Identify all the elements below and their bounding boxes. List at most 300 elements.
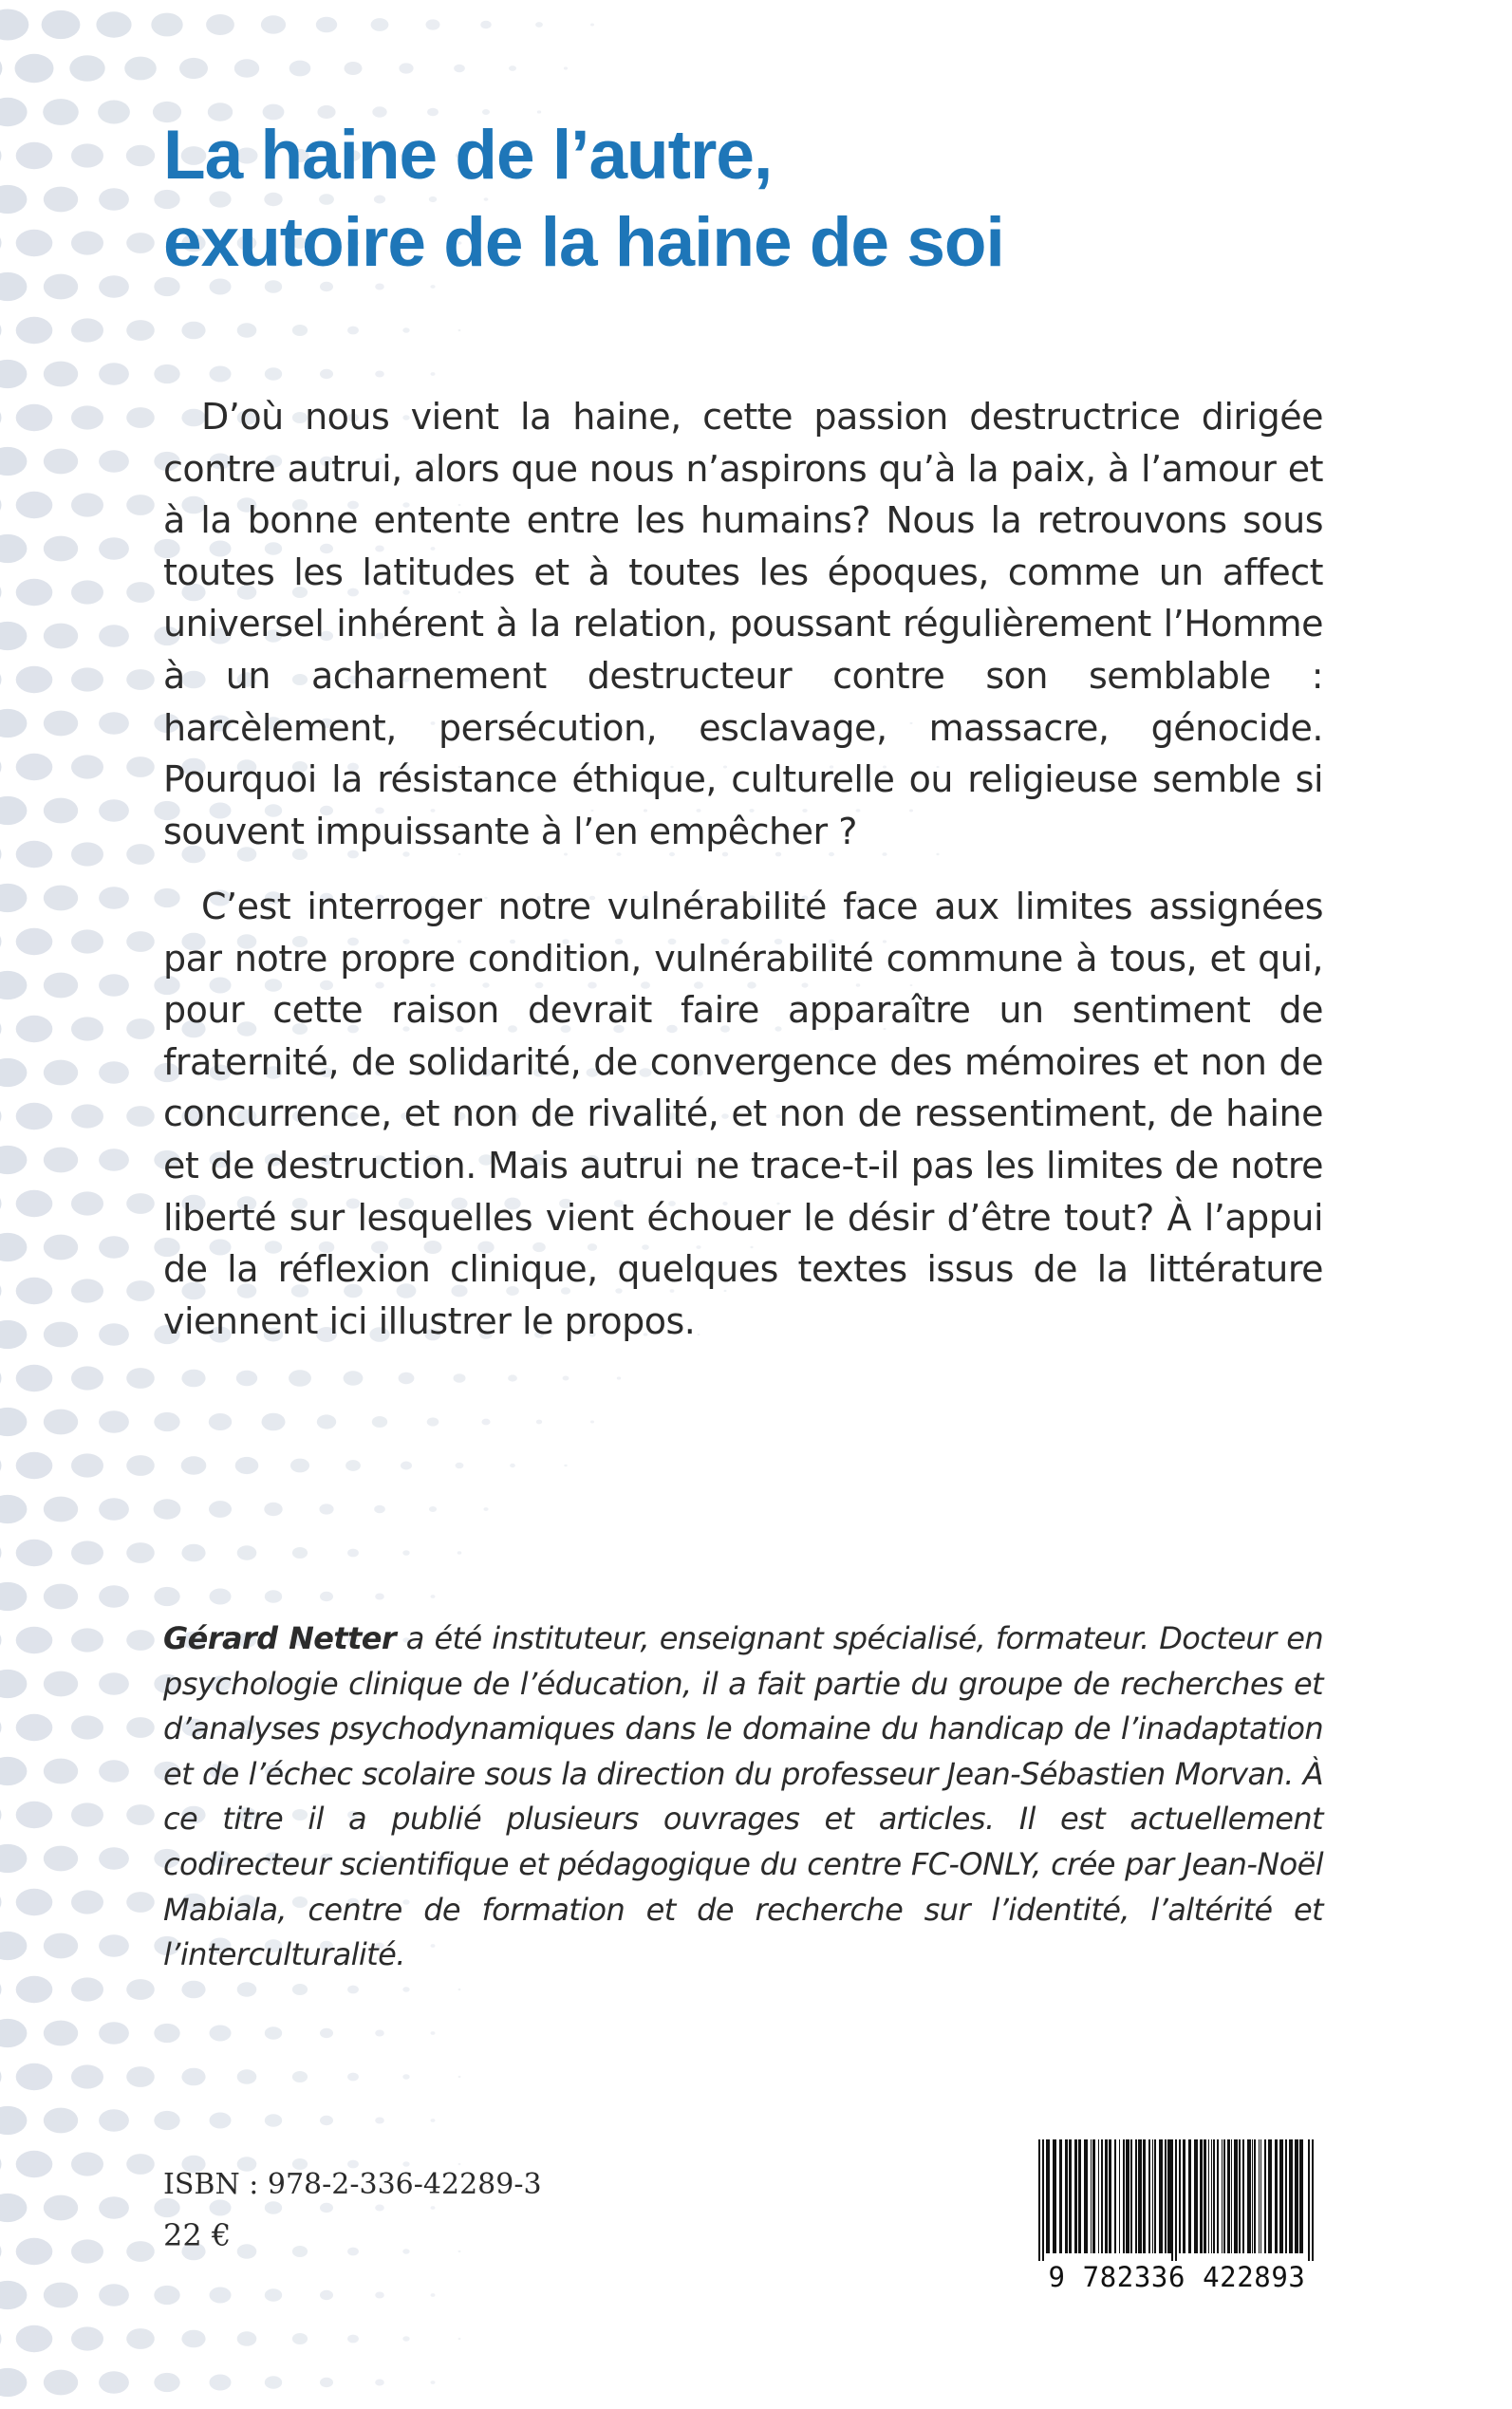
author-bio-text: a été instituteur, enseignant spécialisé, formateur. Docteur en psychologie clinique de l’éducation, il a fait partie du groupe de recherches et d’analyses psychodynamiques dans le domaine du handicap de l’inadaptation et de l’échec scolaire sous la direction du professeur Jean-Sébastien Morvan. À ce titre il a publié plusieurs ouvrages et articles. Il est actuellement codirecteur scientifique et pédagogique du centre FC-ONLY, crée par Jean-Noël Mabiala, centre de formation et de recherche sur l’identité, l’altérité et l’interculturalité. [163,1620,1323,1973]
background-dot [71,1017,103,1040]
barcode-bar [1299,2139,1303,2253]
barcode-bar [1167,2139,1171,2253]
background-dot [99,1410,129,1433]
background-dot [265,2376,282,2389]
background-dot [126,145,155,166]
background-dot [375,2380,384,2386]
barcode-bar [1285,2139,1287,2253]
background-dot [15,54,54,83]
barcode-guard-bar [1042,2139,1044,2261]
barcode-bar [1223,2139,1225,2253]
background-dot [16,142,53,169]
background-dot [44,886,78,911]
background-dot [210,2200,232,2216]
background-dot [71,1279,103,1302]
background-dot [16,1714,53,1741]
barcode-bar [1260,2139,1261,2253]
background-dot [0,1058,27,1087]
background-dot [154,1587,179,1606]
background-dot [431,2206,436,2210]
background-dot [126,1280,155,1301]
barcode-guard-bar [1038,2139,1040,2261]
background-dot [126,1804,155,1825]
background-dot [0,622,27,650]
background-dot [375,2205,384,2212]
background-dot [126,2241,155,2262]
background-dot [210,2026,232,2042]
background-dot [126,2328,155,2349]
background-dot [44,1759,78,1784]
background-dot [126,1368,155,1389]
background-dot [0,2324,2,2354]
background-dot [590,24,594,27]
background-dot [99,363,129,385]
background-dot [71,1191,103,1215]
background-dot [0,1450,2,1481]
background-dot [0,1014,2,1044]
background-dot [16,492,53,518]
background-dot [16,2064,53,2090]
barcode-bars [1038,2139,1316,2261]
background-dot [181,2068,205,2086]
barcode-bar [1074,2139,1077,2253]
background-dot [16,579,53,606]
background-dot [458,2338,461,2340]
background-dot [458,2250,461,2252]
background-dot [375,2030,384,2037]
barcode-bar [1268,2139,1272,2253]
background-dot [0,1887,2,1917]
background-dot [126,320,155,341]
background-dot [0,140,2,171]
background-dot [431,2293,436,2297]
background-dot [483,1507,488,1511]
background-dot [71,755,103,778]
background-dot [210,2113,232,2129]
background-dot [69,55,104,82]
background-dot [290,1459,309,1473]
barcode-bar [1194,2139,1198,2253]
background-dot [126,756,155,777]
background-dot [99,1236,129,1259]
background-dot [71,929,103,953]
background-dot [181,1456,207,1475]
background-dot [71,1104,103,1128]
background-dot [0,2019,27,2047]
background-dot [431,1595,436,1598]
barcode-bar [1152,2139,1153,2253]
barcode-bar [1135,2139,1137,2253]
barcode-bar [1200,2139,1203,2253]
background-dot [16,1452,53,1479]
background-dot [292,1547,308,1559]
background-dot [154,2286,179,2305]
background-dot [43,99,79,125]
background-dot [154,364,179,383]
barcode-bar [1138,2139,1142,2253]
background-dot [126,2066,155,2087]
barcode-bar [1114,2139,1116,2253]
background-dot [126,1630,155,1651]
barcode-bar [1059,2139,1062,2253]
background-dot [292,2333,308,2344]
barcode-bar [1208,2139,1209,2253]
background-dot [292,1984,308,1995]
background-dot [0,360,27,388]
barcode-guard-bar [1175,2139,1177,2261]
background-dot [320,2378,333,2387]
background-dot [16,1627,53,1653]
background-dot [0,1757,27,1785]
barcode-bar [1231,2139,1232,2253]
barcode-bar [1130,2139,1132,2253]
background-dot [375,2292,384,2299]
background-dot [320,2290,333,2300]
background-dot [99,2022,129,2045]
background-dot [236,1371,257,1387]
background-dot [0,1320,27,1349]
background-dot [99,450,129,473]
background-dot [126,1455,155,1476]
barcode-bar [1264,2139,1266,2253]
background-dot [71,580,103,604]
background-dot [347,2248,359,2256]
barcode-bar [1239,2139,1241,2253]
background-dot [99,537,129,560]
background-dot [265,2114,282,2127]
background-dot [564,66,568,69]
background-dot [99,887,129,909]
background-dot [16,841,53,868]
barcode-bar [1091,2139,1092,2253]
background-dot [126,233,155,253]
background-dot [98,101,130,124]
background-dot [126,2154,155,2175]
background-dot [44,536,78,562]
background-dot [126,669,155,690]
background-dot [210,1589,232,1605]
author-bio [163,1616,1323,1978]
background-dot [16,1365,53,1391]
background-dot [16,1278,53,1304]
background-dot [16,1976,53,2003]
background-dot [44,449,78,475]
background-dot [0,185,27,214]
background-dot [399,63,413,73]
background-dot [480,21,491,28]
background-dot [347,2335,359,2344]
background-dot [44,1497,78,1522]
background-dot [126,582,155,603]
background-dot [431,2381,436,2384]
barcode-bar [1295,2139,1298,2253]
background-dot [16,1802,53,1828]
background-dot [126,1193,155,1214]
background-dot [181,1544,205,1562]
barcode-guard-bar [1171,2139,1173,2261]
background-dot [44,274,78,300]
background-dot [508,1374,517,1381]
background-dot [564,1465,567,1466]
background-dot [320,2203,333,2213]
background-dot [0,1495,27,1523]
background-dot [126,844,155,865]
barcode-bar [1242,2139,1244,2253]
background-dot [126,1018,155,1039]
background-dot [44,1235,78,1261]
background-dot [292,2246,308,2257]
background-dot [0,971,27,999]
background-dot [289,61,311,77]
background-dot [71,143,103,167]
background-dot [16,2325,53,2352]
background-dot [210,366,232,383]
background-dot [431,2119,436,2122]
background-dot [126,1979,155,2000]
background-dot [71,842,103,866]
book-title [163,112,1397,287]
background-dot [44,2283,78,2308]
background-dot [292,325,308,336]
background-dot [99,625,129,647]
barcode-bar [1234,2139,1238,2253]
background-dot [0,1800,2,1830]
background-dot [0,272,27,301]
background-dot [181,1981,205,1999]
background-dot [71,1628,103,1652]
background-dot [0,2106,27,2135]
background-dot [0,839,2,869]
background-dot [458,2163,461,2165]
background-dot [0,2194,27,2222]
background-dot [402,2161,409,2166]
background-dot [0,9,28,41]
barcode-guard-bar [1312,2139,1314,2261]
background-dot [320,1592,333,1601]
background-dot [264,1503,282,1516]
background-dot [99,1672,129,1695]
background-dot [265,2201,282,2214]
background-dot [16,230,53,256]
background-dot [617,1376,621,1379]
background-dot [71,231,103,254]
background-dot [481,1419,490,1426]
background-dot [402,327,409,332]
background-dot [0,1582,27,1611]
background-dot [44,2370,78,2396]
background-dot [0,664,2,695]
background-dot [71,1541,103,1564]
background-dot [0,53,2,84]
barcode-bar [1289,2139,1293,2253]
background-dot [454,65,465,73]
background-dot [44,624,78,649]
title-line-1: La haine de l’autre, [163,117,773,194]
background-dot [0,2281,27,2309]
background-dot [374,1505,385,1514]
barcode-bar [1254,2139,1256,2253]
background-dot [0,1670,27,1698]
background-dot [375,1594,384,1600]
background-dot [347,327,359,335]
background-dot [375,2118,384,2124]
background-dot [431,2031,436,2035]
background-dot [16,928,53,955]
background-dot [0,2236,2,2267]
background-dot [402,1987,409,1991]
background-dot [96,11,131,37]
barcode-bar [1217,2139,1219,2253]
background-dot [99,1847,129,1870]
barcode-bar [1053,2139,1056,2253]
background-dot [536,1420,542,1425]
background-dot [289,1370,311,1387]
background-dot [151,13,182,37]
background-dot [0,1712,2,1743]
background-dot [0,1188,2,1219]
background-dot [0,752,2,782]
background-dot [265,367,282,381]
background-dot [126,407,155,428]
background-dot [0,534,27,563]
background-dot [71,667,103,691]
background-dot [320,369,333,379]
barcode-bar [1259,2139,1260,2253]
background-dot [154,2111,179,2130]
background-dot [0,2368,27,2397]
background-dot [154,2024,179,2043]
background-dot [235,1457,259,1474]
background-dot [0,709,27,738]
background-dot [44,1846,78,1872]
background-dot [0,98,28,126]
background-dot [234,59,259,77]
background-dot [71,1977,103,2001]
barcode-bar [1222,2139,1223,2253]
background-dot [16,1190,53,1217]
background-dot [99,799,129,822]
barcode-bar [1165,2139,1167,2253]
background-dot [124,57,157,81]
background-dot [237,323,257,337]
background-dot [99,1585,129,1608]
background-dot [0,315,2,345]
background-dot [345,62,363,75]
background-dot [71,1715,103,1739]
barcode-bar [1179,2139,1181,2253]
background-dot [345,1460,361,1471]
background-dot [0,1101,2,1131]
barcode-bar [1275,2139,1278,2253]
background-dot [347,1986,359,1994]
background-dot [372,1416,387,1428]
background-dot [71,2326,103,2350]
title-line-2: exutoire de la haine de soi [163,204,1004,281]
background-dot [509,65,516,71]
background-dot [99,974,129,997]
background-dot [16,1889,53,1915]
background-dot [0,1844,27,1873]
background-dot [126,931,155,952]
background-dot [16,754,53,780]
background-dot [71,318,103,342]
barcode-bar [1069,2139,1072,2253]
background-dot [71,1453,103,1477]
background-dot [237,2331,257,2345]
background-dot [44,1060,78,1086]
barcode-bar [1065,2139,1068,2253]
background-dot [44,2021,78,2046]
background-dot [0,1932,27,1960]
background-dot [44,1933,78,1959]
barcode-bar [1183,2139,1185,2253]
background-dot [0,577,2,607]
background-dot [44,798,78,824]
barcode-bar [1213,2139,1215,2253]
background-dot [456,1463,464,1468]
background-dot [16,404,53,431]
background-dot [402,1550,409,1556]
background-dot [209,1413,232,1430]
background-dot [454,1373,466,1383]
background-dot [71,1366,103,1390]
background-dot [0,1276,2,1306]
background-dot [401,1462,412,1470]
background-dot [126,1717,155,1738]
background-dot [71,1802,103,1826]
barcode-bar [1247,2139,1251,2253]
background-dot [347,1549,359,1558]
barcode-bar [1188,2139,1191,2253]
background-dot [181,322,205,340]
background-dot [590,1421,594,1424]
background-dot [44,362,78,387]
barcode-bar [1119,2139,1120,2253]
background-dot [458,1989,461,1990]
background-dot [237,1545,257,1559]
background-dot [210,2288,232,2304]
background-dot [0,402,2,433]
background-dot [99,2284,129,2306]
summary-paragraph-1 [163,391,1323,857]
background-dot [126,1106,155,1127]
background-dot [347,2073,359,2082]
background-dot [319,1503,333,1514]
background-dot [71,493,103,516]
background-dot [99,2196,129,2219]
background-dot [99,2371,129,2394]
background-dot [0,1974,2,2005]
barcode-bar [1204,2139,1206,2253]
background-dot [431,372,436,376]
barcode-bar [1126,2139,1129,2253]
summary-paragraph-2-text: C’est interroger notre vulnérabilité face aux limites assignées par notre propre condition, vulnérabilité commune à tous, et qui, pour cette raison devrait faire apparaître un sentiment de fraternité, de solidarité, de convergence des mémoires et non de concurrence, et non de rivalité, et non de ressentiment, de haine et de destruction. Mais autrui ne trace-t-il pas les limites de notre liberté sur lesquelles vient échouer le désir d’être tout? À l’appui de la réflexion clinique, quelques textes issus de la littérature viennent ici illustrer le propos. [163,886,1323,1342]
barcode-number: 9 782336 422893 [1048,2261,1306,2293]
background-dot [402,2336,409,2341]
background-dot [44,2108,78,2134]
background-dot [71,2064,103,2088]
barcode-bar [1143,2139,1146,2253]
background-dot [44,1410,78,1435]
background-dot [44,1322,78,1348]
barcode-bar [1109,2139,1111,2253]
background-dot [99,1498,129,1521]
background-dot [154,1412,179,1431]
background-dot [44,973,78,999]
background-dot [237,2069,257,2083]
background-dot [16,2151,53,2177]
background-dot [0,490,2,520]
